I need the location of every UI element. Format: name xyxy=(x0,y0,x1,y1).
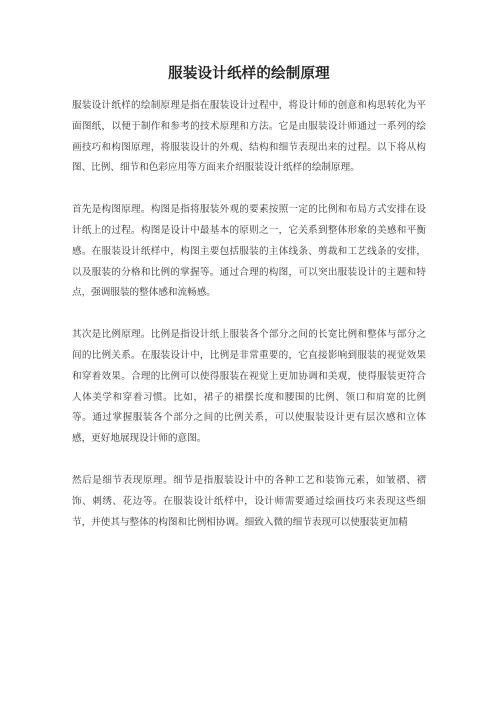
intro-paragraph: 服装设计纸样的绘制原理是指在服装设计过程中，将设计师的创意和构思转化为平面图纸，以便于制作和参考的技术原理和方法。它是由服装设计师通过一系列的绘画技巧和构图原理，将服装设计的外观、结构和细节表现出来的过程。以下将从构图、比例、细节和色彩应用等方面来介绍服装设计纸样的绘制原理。 xyxy=(72,100,426,174)
proportion-paragraph: 其次是比例原理。比例是指设计纸上服装各个部分之间的长宽比例和整体与部分之间的比例关系。在服装设计中，比例是非常重要的，它直接影响到服装的视觉效果和穿着效果。合理的比例可以使得服装在视觉上更加协调和美观，使得服装更符合人体美学和穿着习惯。比如，裙子的裙摆长度和腰围的比例、领口和肩宽的比例等。通过掌握服装各个部分之间的比例关系，可以使服装设计更有层次感和立体感，更好地展现设计师的意图。 xyxy=(72,329,426,445)
document-title: 服装设计纸样的绘制原理 xyxy=(168,66,330,82)
composition-paragraph: 首先是构图原理。构图是指将服装外观的要素按照一定的比例和布局方式安排在设计纸上的过程。构图是设计中最基本的原则之一，它关系到整体形象的美感和平衡感。在服装设计纸样中，构图主要包括服装的主体线条、剪裁和工艺线条的安排，以及服装的分格和比例的掌握等。通过合理的构图，可以突出服装设计的主题和特点，强调服装的整体感和流畅感。 xyxy=(72,204,426,299)
detail-paragraph: 然后是细节表现原理。细节是指服装设计中的各种工艺和装饰元素，如皱褶、褶饰、刺绣、花边等。在服装设计纸样中，设计师需要通过绘画技巧来表现这些细节，并使其与整体的构图和比例相协调。细致入微的细节表现可以使服装更加精 xyxy=(72,474,426,528)
